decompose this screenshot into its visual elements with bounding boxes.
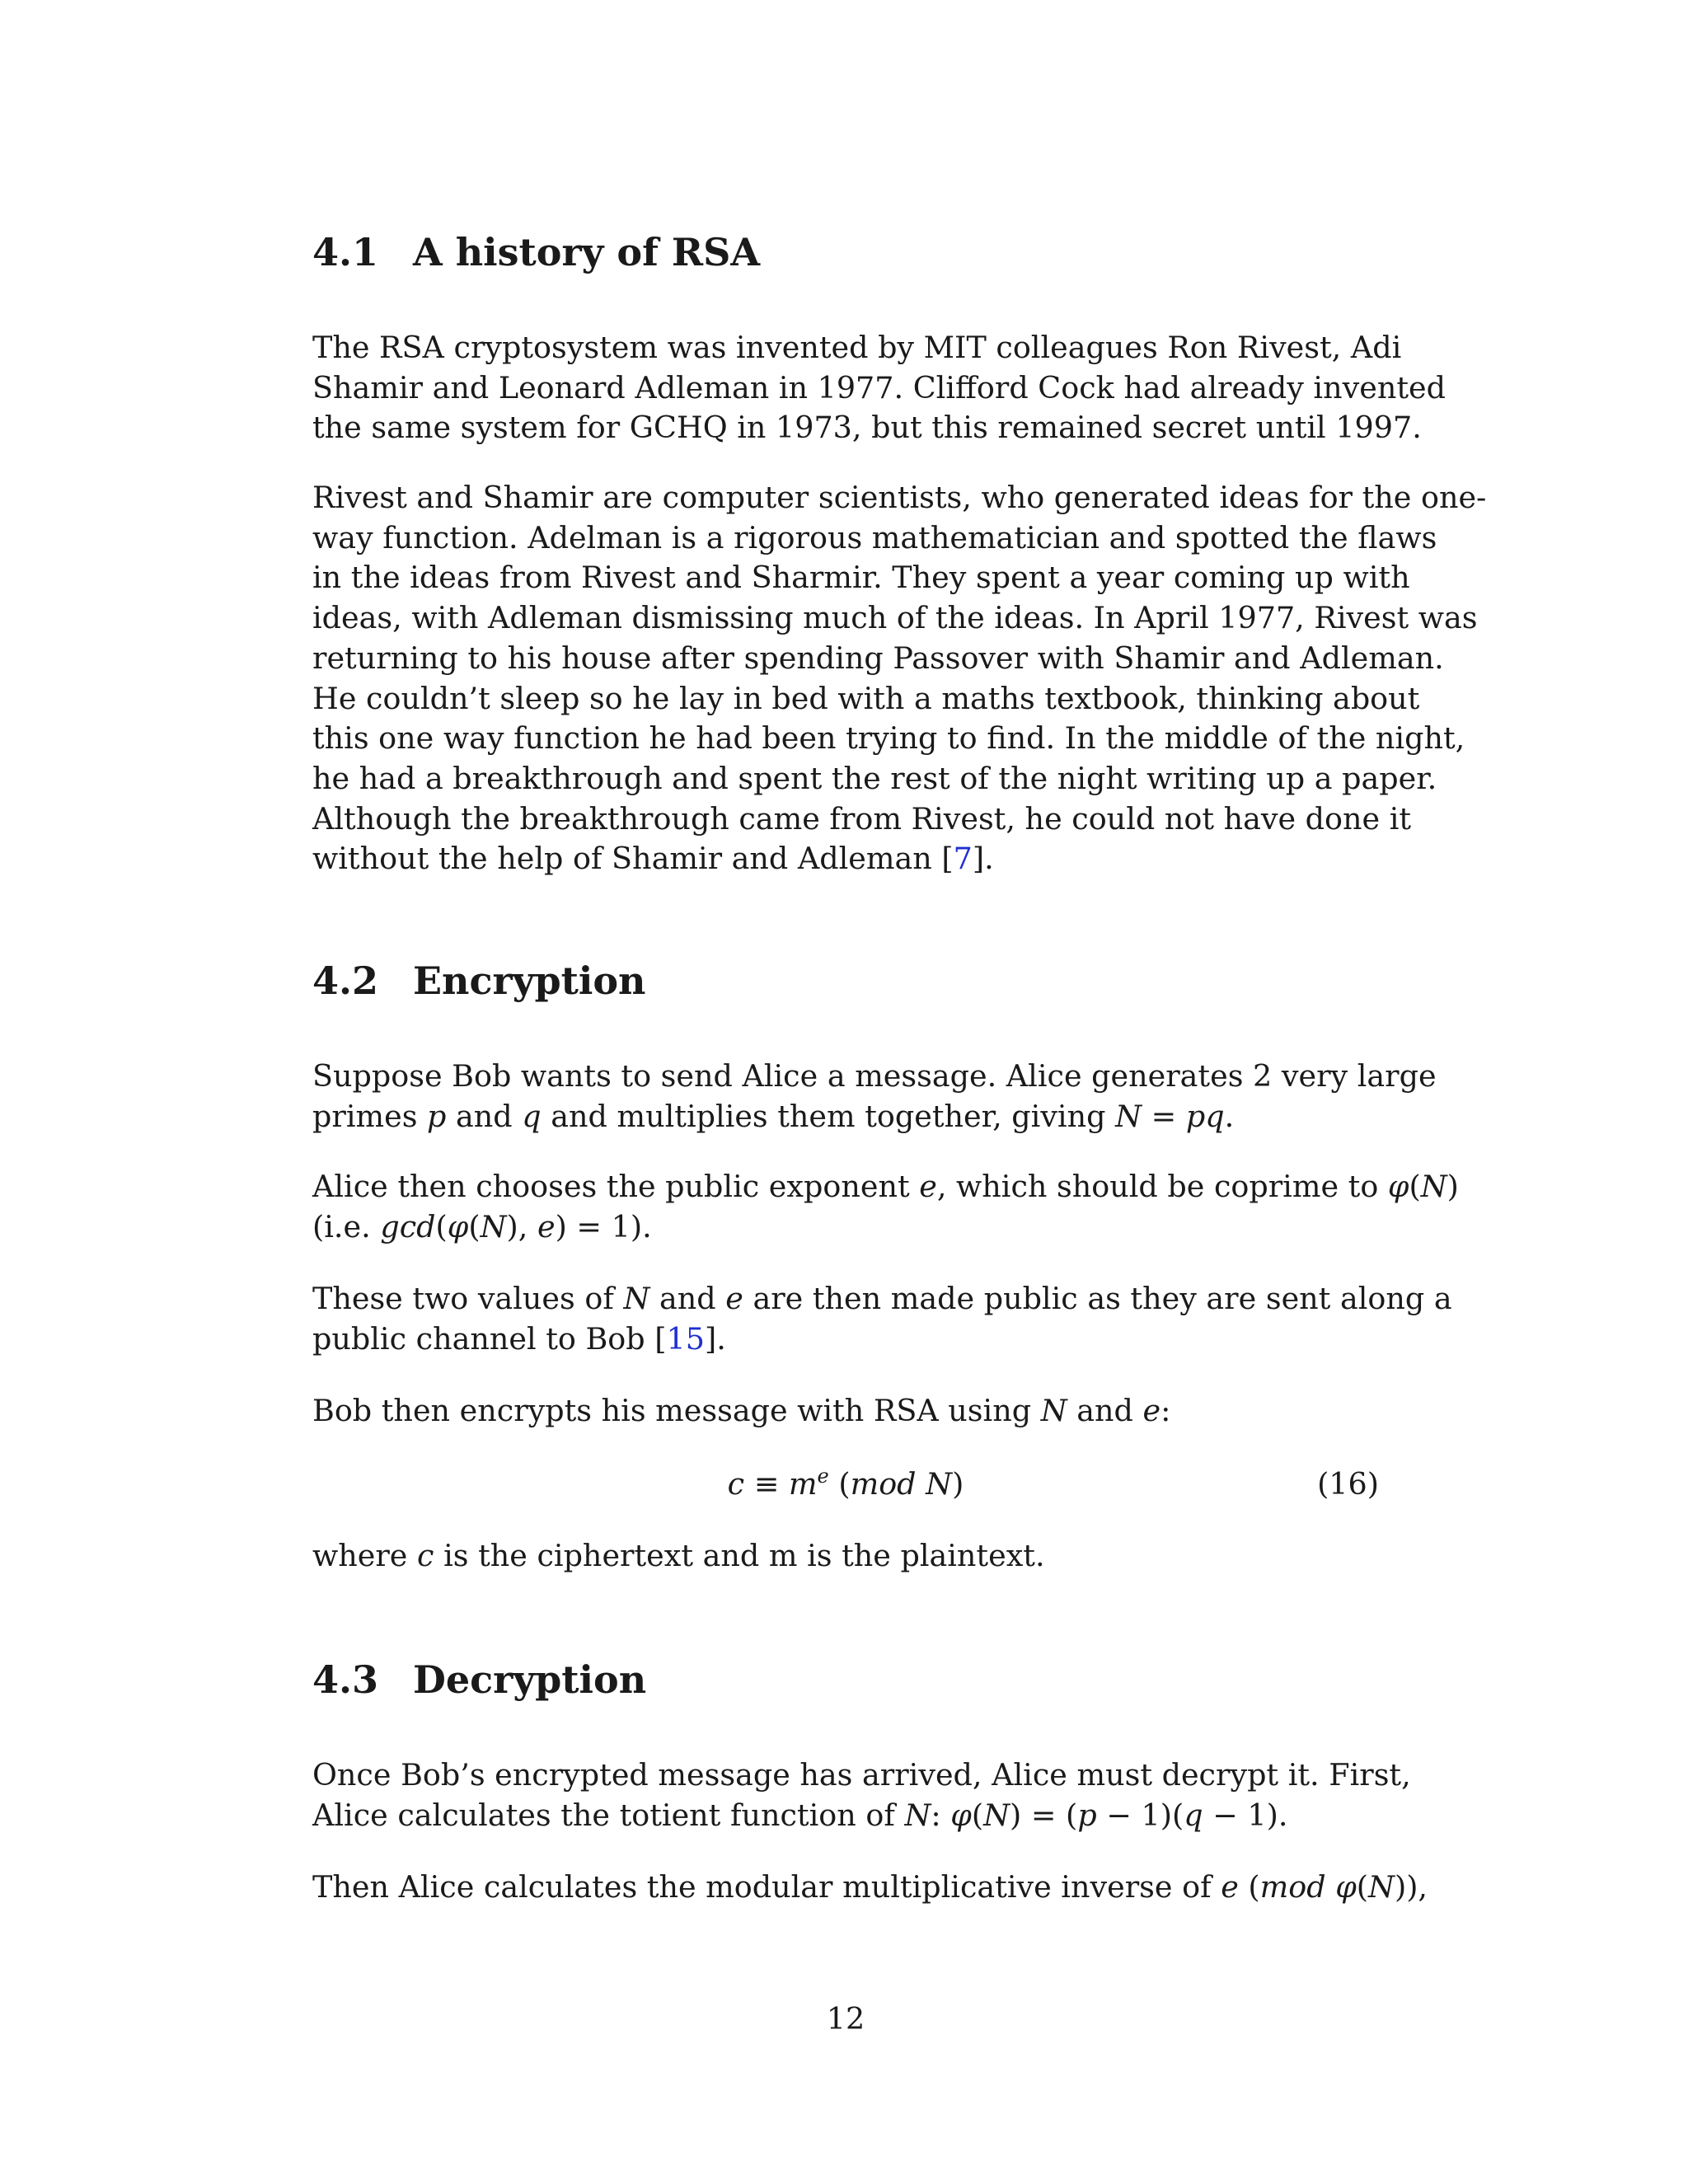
math-var: N	[623, 1281, 650, 1316]
text-span: − 1)(	[1096, 1797, 1184, 1833]
text-span: (	[828, 1466, 851, 1502]
text-span	[1326, 1869, 1336, 1905]
paragraph-encryption-2	[312, 1167, 1459, 1247]
text-line: he had a breakthrough and spent the rest of the night writing up a paper.	[312, 760, 1437, 796]
text-line: Suppose Bob wants to send Alice a message. Alice generates 2 very large	[312, 1058, 1437, 1094]
paragraph-history-1	[312, 328, 1446, 448]
section-title: Encryption	[413, 958, 646, 1003]
math-var: φ	[950, 1797, 972, 1833]
math-var: N	[1420, 1169, 1447, 1204]
math-var: e	[1142, 1393, 1161, 1428]
paragraph-encryption-5	[312, 1536, 1379, 1577]
text-span: ) = 1).	[555, 1208, 652, 1244]
text-span: (	[1409, 1169, 1421, 1204]
paragraph-encryption-3	[312, 1279, 1452, 1359]
text-span: Alice then chooses the public exponent	[312, 1169, 920, 1204]
text-span: − 1).	[1203, 1797, 1288, 1833]
text-line	[312, 1536, 1379, 1577]
math-var: c	[727, 1466, 745, 1502]
math-var: φ	[1335, 1869, 1357, 1905]
text-line: Shamir and Leonard Adleman in 1977. Clifford Cock had already invented	[312, 369, 1446, 405]
paragraph-encryption-1	[312, 1057, 1437, 1137]
math-var: p	[1077, 1797, 1097, 1833]
section-heading-4-1	[312, 229, 760, 275]
text-line	[312, 1207, 1379, 1248]
text-span: and multiplies them together, giving	[541, 1098, 1116, 1134]
page-number: 12	[826, 2001, 865, 2036]
text-line: in the ideas from Rivest and Sharmir. They spent a year coming up with	[312, 560, 1410, 596]
math-var: e	[919, 1169, 937, 1204]
text-span: , which should be coprime to	[936, 1169, 1388, 1204]
math-var: e	[537, 1208, 556, 1244]
text-span: )	[1447, 1169, 1459, 1204]
math-var: e	[725, 1281, 743, 1316]
text-span: :	[931, 1797, 951, 1833]
text-line	[312, 1167, 1459, 1207]
text-line: this one way function he had been trying to find. In the middle of the night,	[312, 720, 1465, 757]
math-var: m	[788, 1466, 818, 1502]
text-span	[917, 1466, 926, 1502]
text-span: .	[1224, 1098, 1235, 1134]
math-var: q	[1184, 1797, 1203, 1833]
citation-link[interactable]: 7	[953, 841, 973, 877]
paragraph-decryption-2	[312, 1868, 1428, 1908]
paragraph-encryption-4	[312, 1391, 1379, 1432]
math-var: c	[417, 1538, 434, 1573]
text-span: public channel to Bob	[312, 1320, 655, 1357]
math-var: pq	[1185, 1098, 1225, 1134]
text-span: ) = (	[1010, 1797, 1078, 1833]
text-span: =	[1142, 1098, 1186, 1134]
text-line: public channel to Bob [15].	[312, 1320, 726, 1357]
equation-body	[312, 1464, 1379, 1505]
text-line: without the help of Shamir and Adleman [7].	[312, 841, 994, 877]
text-span: Bob then encrypts his message with RSA using	[312, 1393, 1041, 1428]
text-line: He couldn’t sleep so he lay in bed with a maths textbook, thinking about	[312, 680, 1420, 716]
math-var: p	[427, 1098, 447, 1134]
text-span: (	[435, 1208, 448, 1244]
section-title: Decryption	[413, 1657, 647, 1702]
math-var: N	[926, 1466, 953, 1502]
section-title: A history of RSA	[413, 230, 761, 274]
text-line	[312, 1391, 1379, 1432]
math-var: N	[1368, 1869, 1395, 1905]
text-span: (	[1238, 1869, 1260, 1905]
text-line: Although the breakthrough came from Rivest, he could not have done it	[312, 800, 1412, 837]
text-line: returning to his house after spending Passover with Shamir and Adleman.	[312, 640, 1444, 676]
text-span: (	[1356, 1869, 1369, 1905]
equiv-symbol: ≡	[744, 1466, 789, 1502]
text-span: Then Alice calculates the modular multiplicative inverse of	[312, 1869, 1221, 1905]
math-var: e	[1221, 1869, 1239, 1905]
section-number: 4.3	[312, 1657, 379, 1702]
text-line: Rivest and Shamir are computer scientists, who generated ideas for the one-	[312, 480, 1487, 515]
math-var: q	[522, 1098, 542, 1134]
text-span: (	[468, 1208, 481, 1244]
section-number: 4.2	[312, 958, 379, 1003]
section-heading-4-3	[312, 1657, 646, 1703]
text-line: way function. Adelman is a rigorous mathematician and spotted the flaws	[312, 519, 1437, 555]
math-var: N	[480, 1208, 507, 1244]
math-var: N	[904, 1797, 931, 1833]
text-line	[312, 1279, 1452, 1319]
section-number: 4.1	[312, 230, 379, 274]
text-line: ideas, with Adleman dismissing much of the ideas. In April 1977, Rivest was	[312, 600, 1478, 636]
math-var: N	[1115, 1098, 1142, 1134]
math-var: N	[1040, 1393, 1067, 1428]
text-span: :	[1160, 1393, 1171, 1428]
text-line: Once Bob’s encrypted message has arrived, Alice must decrypt it. First,	[312, 1757, 1411, 1793]
text-span: and	[1067, 1393, 1143, 1428]
text-line	[312, 1868, 1428, 1908]
paragraph-history-2	[312, 478, 1487, 879]
text-span: are then made public as they are sent along a	[743, 1281, 1452, 1316]
equation-number: (16)	[1317, 1466, 1379, 1502]
text-span: and	[649, 1281, 726, 1316]
math-var: φ	[447, 1208, 469, 1244]
text-span: These two values of	[312, 1281, 624, 1316]
equation-16	[312, 1464, 1379, 1505]
section-heading-4-2	[312, 958, 646, 1004]
text-span: (	[971, 1797, 984, 1833]
math-var: N	[983, 1797, 1010, 1833]
text-line	[312, 1796, 1379, 1836]
text-span: primes	[312, 1098, 428, 1134]
text-span: Alice calculates the totient function of	[312, 1797, 905, 1833]
text-span: without the help of Shamir and Adleman	[312, 841, 942, 877]
text-span: and	[446, 1098, 523, 1134]
math-var: φ	[1387, 1169, 1409, 1204]
text-line	[312, 1097, 1379, 1137]
math-var: mod	[850, 1466, 917, 1502]
text-span: )	[952, 1466, 964, 1502]
text-span: is the ciphertext and m is the plaintext.	[434, 1538, 1045, 1573]
math-var: gcd	[380, 1208, 436, 1244]
math-var: mod	[1259, 1869, 1326, 1905]
text-line: The RSA cryptosystem was invented by MIT colleagues Ron Rivest, Adi	[312, 330, 1402, 365]
text-span: where	[312, 1538, 418, 1573]
text-span: ),	[506, 1208, 537, 1244]
text-span: )),	[1394, 1869, 1428, 1905]
paragraph-decryption-1	[312, 1755, 1411, 1835]
exponent: e	[817, 1465, 829, 1488]
text-line: the same system for GCHQ in 1973, but this remained secret until 1997.	[312, 410, 1422, 446]
citation-link[interactable]: 15	[666, 1320, 705, 1357]
text-span: (i.e.	[312, 1208, 381, 1244]
